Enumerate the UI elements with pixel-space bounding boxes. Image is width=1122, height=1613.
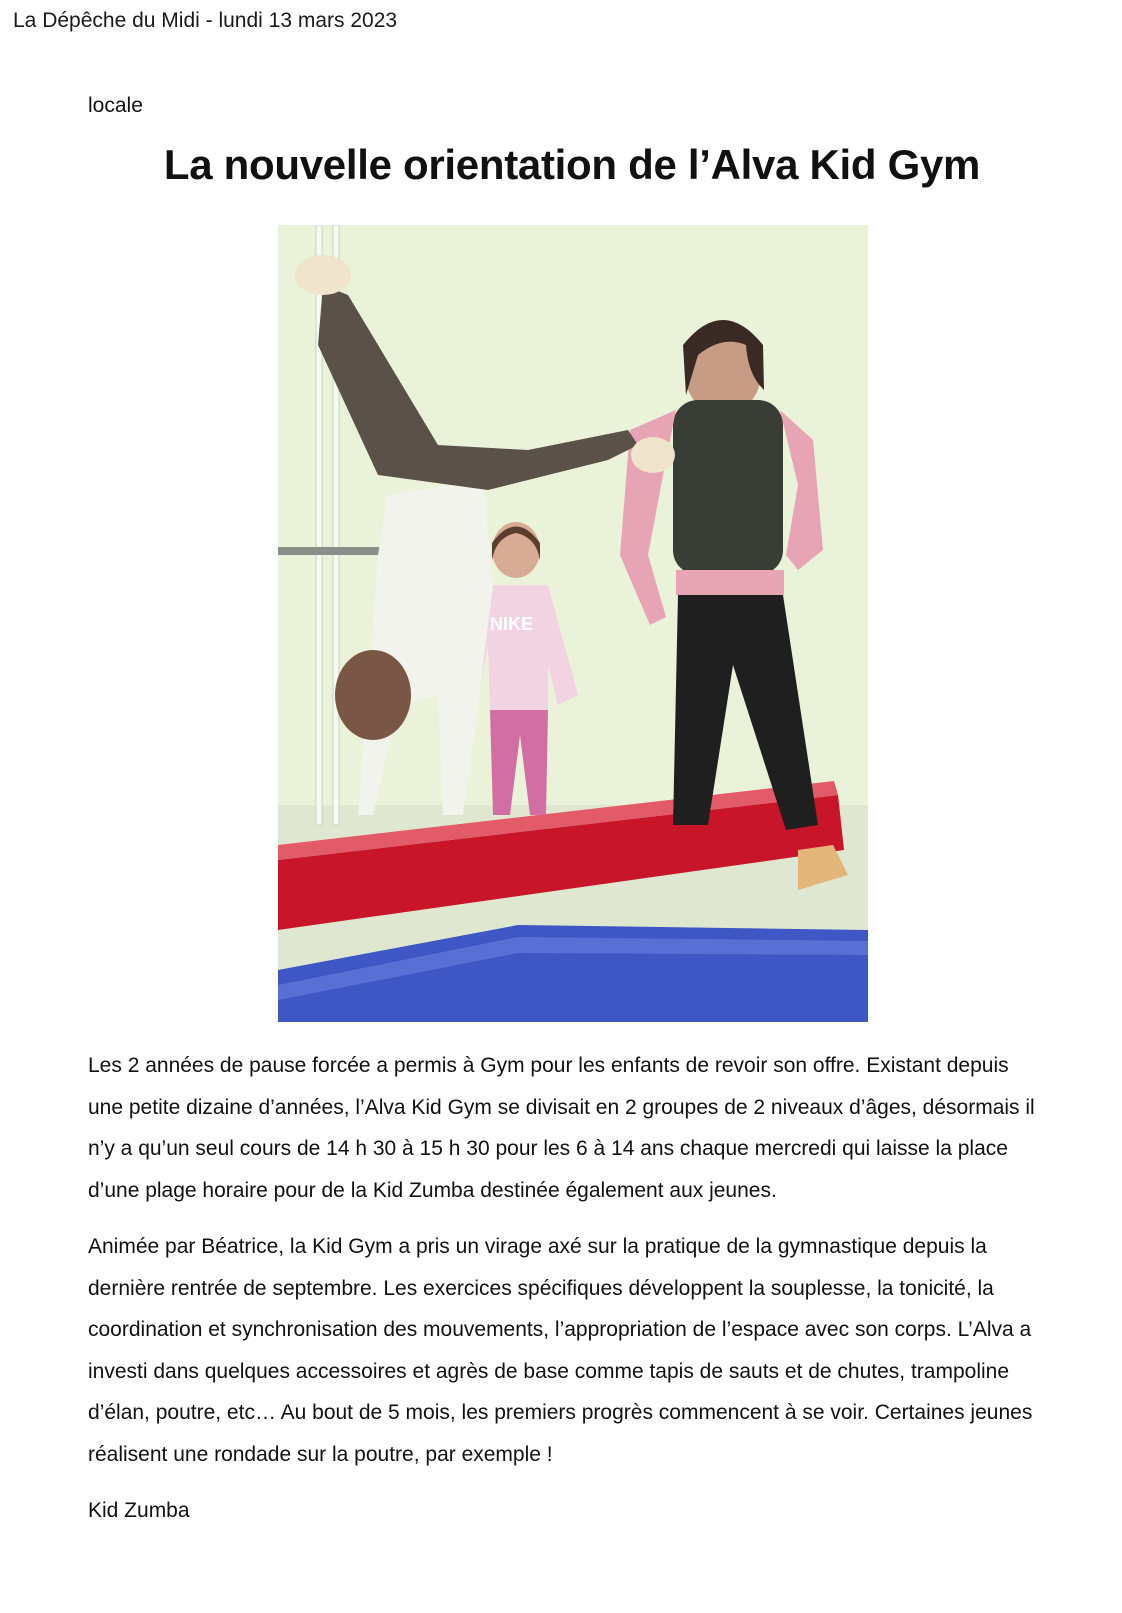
- gym-photo-illustration: [278, 225, 868, 1022]
- article-body: [88, 1045, 1048, 1547]
- article-rubric: locale: [88, 94, 143, 117]
- article-paragraph-2: Animée par Béatrice, la Kid Gym a pris un virage axé sur la pratique de la gymnastique depuis la dernière rentrée de septembre. Les exercices spécifiques développent la souplesse, la tonicité, la coordination et synchronisation des mouvements, l’appropriation de l’espace avec son corps. L’Alva a investi dans quelques accessoires et agrès de base comme tapis de sauts et de chutes, trampoline d’élan, poutre, etc… Au bout de 5 mois, les premiers progrès commencent à se voir. Certaines jeunes réalisent une rondade sur la poutre, par exemple !: [88, 1235, 1033, 1466]
- article-photo: [278, 225, 868, 1022]
- newspaper-source-date: La Dépêche du Midi - lundi 13 mars 2023: [13, 9, 398, 32]
- article-title: La nouvelle orientation de l’Alva Kid Gym: [163, 141, 981, 188]
- shirt-logo-text: NIKE: [490, 614, 534, 634]
- article-paragraph-1: Les 2 années de pause forcée a permis à Gym pour les enfants de revoir son offre. Existant depuis une petite dizaine d’années, l’Alva Kid Gym se divisait en 2 groupes de 2 niveaux d’âges, désormais il n’y a qu’un seul cours de 14 h 30 à 15 h 30 pour les 6 à 14 ans chaque mercredi qui laisse la place d’une plage horaire pour de la Kid Zumba destinée également aux jeunes.: [88, 1054, 1035, 1202]
- article-subheading: Kid Zumba: [88, 1499, 190, 1522]
